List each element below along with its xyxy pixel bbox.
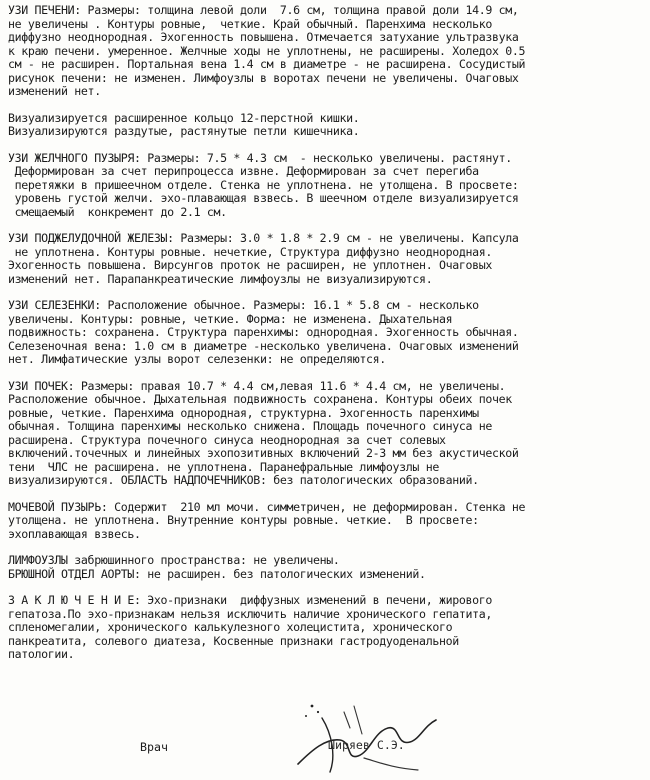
report-line: панкреатита, солевого диатеза, Косвенные признаки гастродуоденальной: [8, 633, 459, 648]
section-lymph-aorta: [8, 554, 642, 581]
section-duodenum: [8, 112, 642, 139]
section-pancreas: [8, 232, 642, 286]
report-line: изменений нет. Парапанкреатические лимфоузлы не визуализируются.: [8, 271, 433, 286]
report-line: к краю печени. умеренное. Желчные ходы не уплотнены, не расширены. Холедох 0.5: [8, 43, 526, 58]
report-line: Расположение обычное. Дыхательная подвижность сохранена. Контуры обеих почек: [8, 392, 512, 406]
report-line: смещаемый конкремент до 2.1 см.: [8, 204, 227, 219]
report-line: Деформирован за счет перипроцесса извне. Деформирован за счет перегиба: [8, 164, 479, 178]
report-line: УЗИ ПОДЖЕЛУДОЧНОЙ ЖЕЛЕЗЫ: Размеры: 3.0 * 1.8 * 2.9 см - не увеличены. Капсула: [8, 231, 519, 245]
report-line: перетяжки в пришеечном отделе. Стенка не уплотнена. не утолщена. В просвете:: [8, 177, 519, 192]
report-line: Эхогенность повышена. Вирсунгов проток не расширен, не уплотнен. Очаговых: [8, 258, 492, 272]
report-line: Селезеночная вена: 1.0 см в диаметре -несколько увеличена. Очаговых изменений: [8, 338, 519, 353]
report-line: уровень густой желчи. эхо-плавающая взвесь. В шеечном отделе визуализируется: [8, 191, 519, 205]
section-kidneys: [8, 380, 642, 488]
report-line: визуализируются. ОБЛАСТЬ НАДПОЧЕЧНИКОВ: без патологических образований.: [8, 473, 479, 487]
report-line: УЗИ ЖЕЛЧНОГО ПУЗЫРЯ: Размеры: 7.5 * 4.3 см - несколько увеличены. растянут.: [8, 150, 512, 165]
report-body: [8, 4, 642, 675]
report-line: см - не расширен. Портальная вена 1.4 см в диаметре - не расширена. Сосудистый: [8, 57, 526, 71]
report-line: З А К Л Ю Ч Е Н И Е: Эхо-признаки диффузных изменений в печени, жирового: [8, 593, 492, 607]
report-line: не увеличены . Контуры ровные, четкие. Край обычный. Паренхима несколько: [8, 16, 492, 31]
section-spleen: [8, 299, 642, 367]
report-line: включений.точечных и линейных эхопозитивных включений 2-3 мм без акустической: [8, 446, 519, 460]
report-line: изменений нет.: [8, 84, 101, 98]
signature-block: [0, 736, 650, 776]
report-line: обычная. Толщина паренхимы несколько снижена. Площадь почечного синуса не: [8, 419, 492, 433]
report-line: тени ЧЛС не расширена. не уплотнена. Паранефральные лимфоузлы не: [8, 459, 439, 474]
report-line: не уплотнена. Контуры ровные. нечеткие, Структура диффузно неоднородная.: [8, 244, 492, 259]
report-line: расширена. Структура почечного синуса неоднородная за счет солевых: [8, 432, 446, 447]
report-line: ЛИМФОУЗЛЫ забрюшинного пространства: не увеличены.: [8, 553, 340, 567]
report-line: нет. Лимфатические узлы ворот селезенки: не определяются.: [8, 352, 386, 366]
report-line: увеличены. Контуры: ровные, четкие. Форма: не изменена. Дыхательная: [8, 311, 453, 326]
report-line: рисунок печени: не изменен. Лимфоузлы в воротах печени не увеличены. Очаговых: [8, 70, 519, 85]
report-line: эхоплавающая взвесь.: [8, 526, 141, 541]
report-line: УЗИ ПЕЧЕНИ: Размеры: толщина левой доли 7.6 см, толщина правой доли 14.9 см,: [8, 3, 519, 17]
report-line: утолщена. не уплотнена. Внутренние контуры ровные. четкие. В просвете:: [8, 513, 479, 527]
section-bladder: [8, 501, 642, 542]
doctor-name: Ширяев С.Э.: [328, 738, 405, 752]
section-liver: [8, 4, 642, 99]
report-line: БРЮШНОЙ ОТДЕЛ АОРТЫ: не расширен. без патологических изменений.: [8, 566, 426, 581]
signature-scribble-icon: [292, 698, 442, 776]
report-line: подвижность: сохранена. Структура паренхимы: однородная. Эхогенность обычная.: [8, 325, 519, 339]
report-line: УЗИ СЕЛЕЗЕНКИ: Расположение обычное. Размеры: 16.1 * 5.8 см - несколько: [8, 298, 479, 312]
section-conclusion: [8, 594, 642, 662]
report-line: Визуализируются раздутые, растянутые петли кишечника.: [8, 124, 360, 138]
report-line: гепатоза.По эхо-признакам нельзя исключить наличие хронического гепатита,: [8, 606, 492, 621]
report-line: ровные, четкие. Паренхима однородная, структурна. Эхогенность паренхимы: [8, 405, 479, 420]
report-line: Визуализируется расширенное кольцо 12-перстной кишки.: [8, 110, 360, 125]
report-line: диффузно неоднородная. Эхогенность повышена. Отмечается затухание ультразвука: [8, 30, 519, 44]
report-line: спленомегалии, хронического калькулезного холецистита, хронического: [8, 620, 453, 634]
report-line: УЗИ ПОЧЕК: Размеры: правая 10.7 * 4.4 см,левая 11.6 * 4.4 см, не увеличены.: [8, 378, 506, 393]
report-line: патологии.: [8, 647, 75, 661]
report-line: МОЧЕВОЙ ПУЗЫРЬ: Содержит 210 мл мочи. симметричен, не деформирован. Стенка не: [8, 499, 526, 514]
doctor-label: Врач: [140, 740, 168, 754]
section-gallbladder: [8, 152, 642, 220]
